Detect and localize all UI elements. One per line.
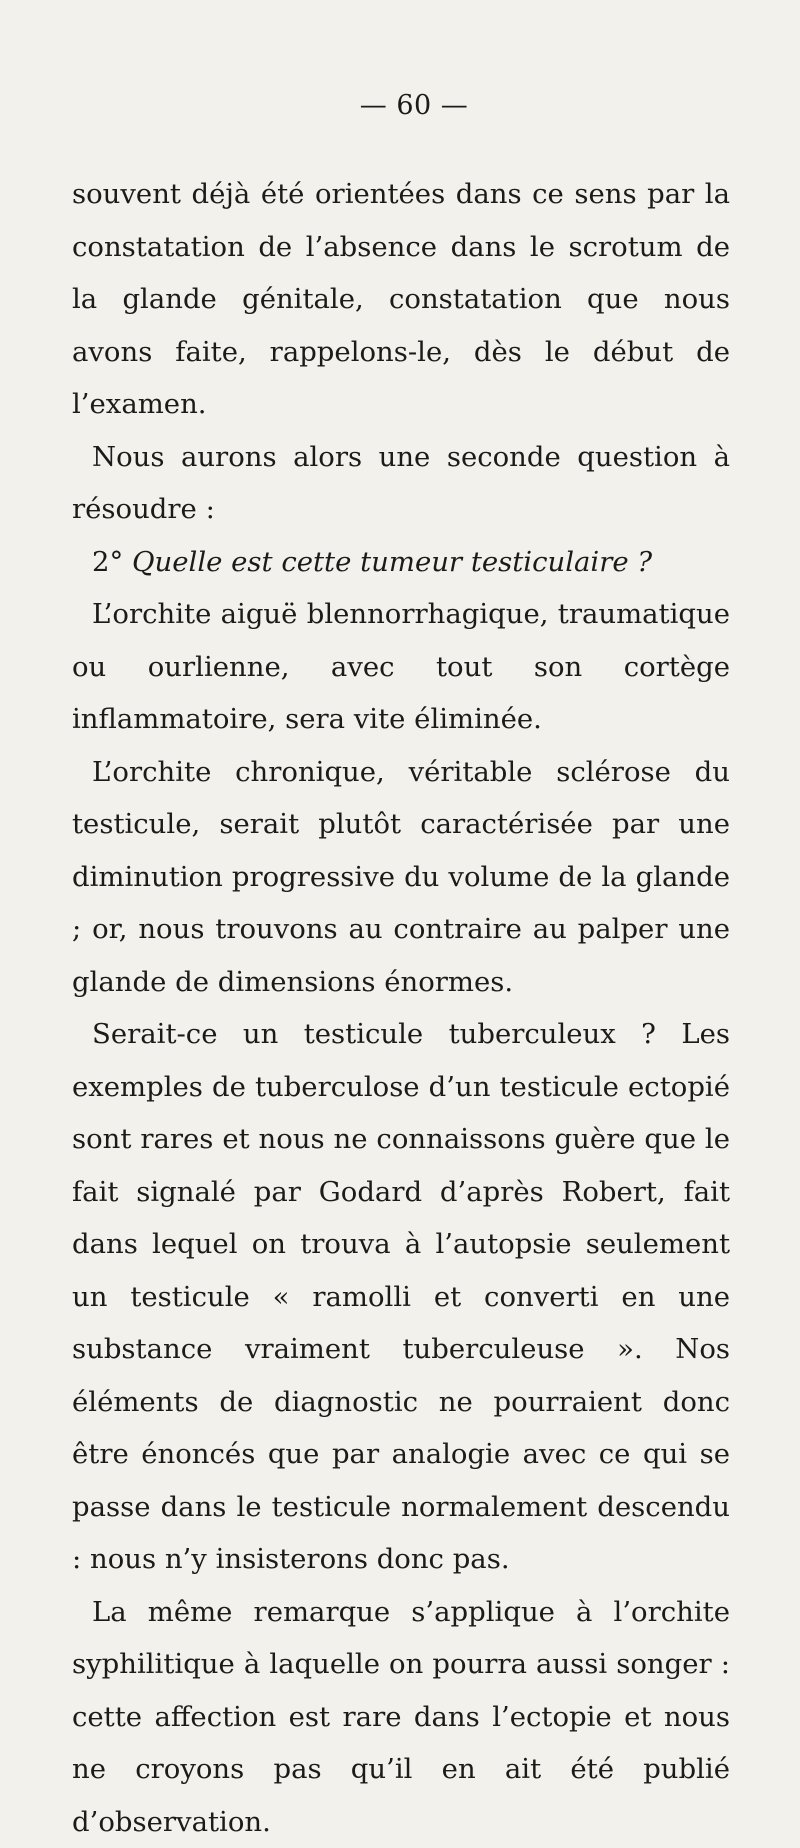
question-heading: [72, 536, 730, 589]
page-number-header: — 60 —: [98, 86, 730, 126]
question-title: Quelle est cette tumeur testiculaire ?: [132, 546, 652, 578]
paragraph-4: L’orchite aiguë blennorrhagique, traumatique ou ourlienne, avec tout son cortège inflammatoire, sera vite éliminée.: [72, 588, 730, 746]
question-number: 2°: [92, 546, 132, 578]
paragraph-7: La même remarque s’applique à l’orchite syphilitique à laquelle on pourra aussi songer : cette affection est rare dans l’ectopie et nous ne croyons pas qu’il en ait été publié d’observation.: [72, 1586, 730, 1848]
paragraph-5: L’orchite chronique, véritable sclérose du testicule, serait plutôt caractérisée par une diminution progressive du volume de la glande ; or, nous trouvons au contraire au palper une glande de dimensions énormes.: [72, 746, 730, 1009]
paragraph-1: souvent déjà été orientées dans ce sens par la constatation de l’absence dans le scrotum de la glande génitale, constatation que nous avons faite, rappelons-le, dès le début de l’examen.: [72, 168, 730, 431]
paragraph-2: Nous aurons alors une seconde question à résoudre :: [72, 431, 730, 536]
paragraph-6: Serait-ce un testicule tuberculeux ? Les exemples de tuberculose d’un testicule ectopié sont rares et nous ne connaissons guère que le fait signalé par Godard d’après Robert, fait dans lequel on trouva à l’autopsie seulement un testicule « ramolli et converti en une substance vraiment tuberculeuse ». Nos éléments de diagnostic ne pourraient donc être énoncés que par analogie avec ce qui se passe dans le testicule normalement descendu : nous n’y insisterons donc pas.: [72, 1008, 730, 1586]
